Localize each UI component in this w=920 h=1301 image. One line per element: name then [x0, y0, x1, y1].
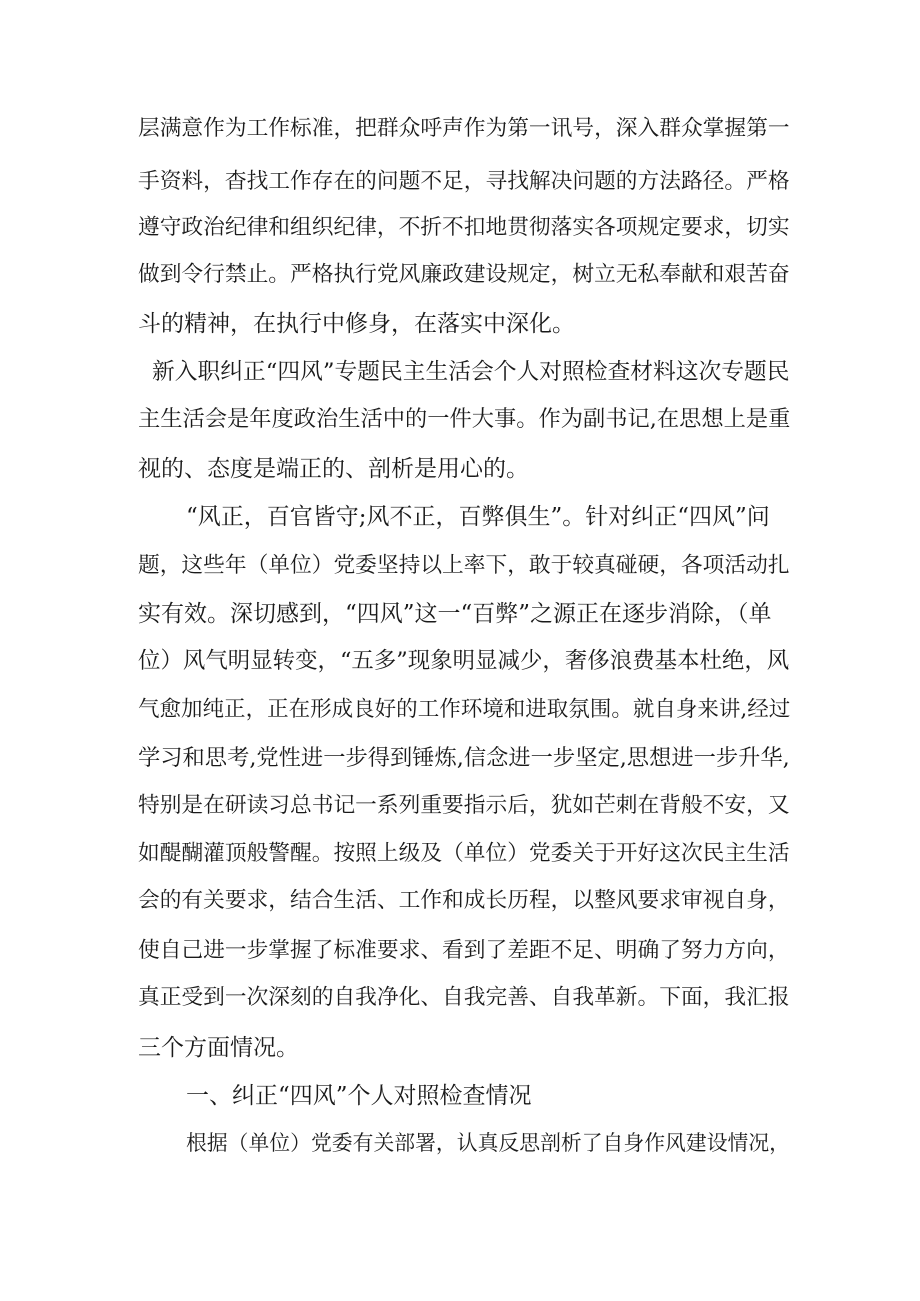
text-line: 题，这些年（单位）党委坚持以上率下，敢于较真碰硬，各项活动扎: [138, 553, 790, 578]
text-line: 会的有关要求，结合生活、工作和成长历程，以整风要求审视自身，: [138, 888, 790, 913]
text-line: 新入职纠正“四风”专题民主生活会个人对照检查材料这次专题民: [152, 359, 790, 385]
text-line: 手资料，杳找工作存在的问题不足，寻找解决问题的方法路径。严格: [138, 169, 790, 194]
text-line: 如醍醐灌顶般警醒。按照上级及（单位）党委关于开好这次民主生活: [138, 841, 790, 866]
text-line: 真正受到一次深刻的自我净化、自我完善、自我革新。下面，我汇报: [138, 985, 790, 1010]
text-line: 根据（单位）党委有关部署，认真反思剖析了自身作风建设情况，: [186, 1131, 791, 1155]
text-line: 主生活会是年度政治生活中的一件大事。作为副书记,在思想上是重: [138, 406, 791, 432]
text-line: 层满意作为工作标准，把群众呼声作为第一讯号，深入群众掌握第一: [138, 116, 790, 141]
text-line: 视的、态度是端正的、剖析是用心的。: [138, 456, 529, 482]
text-line: 三个方面情况。: [138, 1035, 299, 1061]
text-line: 斗的精神，在执行中修身，在落实中深化。: [138, 311, 575, 337]
text-line: 位）风气明显转变，“五多”现象明显减少，奢侈浪费基本杜绝，风: [138, 648, 790, 674]
section-heading: 一、纠正“四风”个人对照检查情况: [186, 1083, 532, 1109]
text-line: 特别是在研读习总书记一系列重要指示后，犹如芒刺在背般不安，又: [138, 793, 790, 818]
text-line: 使自己进一步掌握了标准要求、看到了差距不足、明确了努力方向，: [138, 938, 790, 963]
text-line: 学习和思考,党性进一步得到锤炼,信念进一步坚定,思想进一步升华,: [138, 745, 790, 771]
text-line: 遵守政治纪律和组织纪律，不折不扣地贯彻落实各项规定要求，切实: [138, 215, 790, 240]
text-line: 做到令行禁止。严格执行党风廉政建设规定，树立无私奉献和艰苦奋: [138, 262, 790, 287]
text-line: “风正，百官皆守;风不正，百弊俱生”。针对纠正“四风”问: [186, 504, 770, 530]
text-line: 气愈加纯正，正在形成良好的工作环境和进取氛围。就自身来讲,经过: [138, 697, 791, 722]
text-line: 实有效。深切感到，“四风”这一“百弊”之源正在逐步消除，（单: [138, 601, 772, 627]
